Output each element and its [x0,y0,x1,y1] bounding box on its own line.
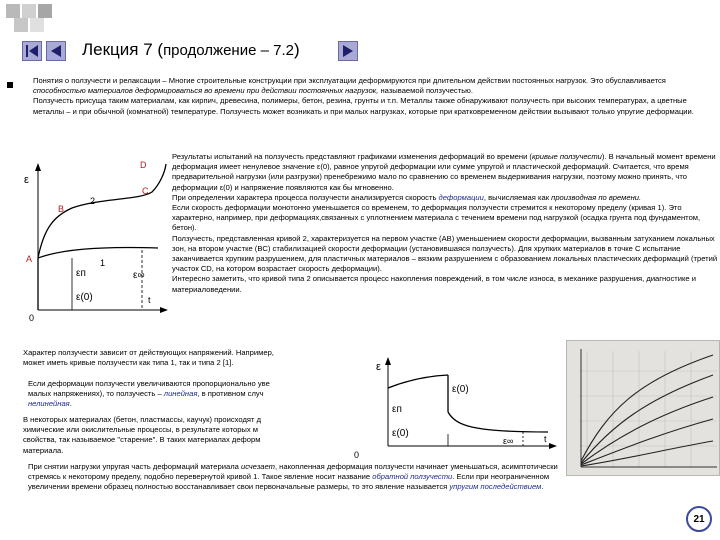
g1-eps-0: ε(0) [76,292,93,303]
right-r2-italic2: производная по времени. [551,192,642,202]
bottom-b1-c: . Если при неограниченном увеличении времени образец полностью восстанавливает свои первоначальные размеры, то это явление называется [28,472,550,492]
g2-recovery-curve [448,412,548,432]
bottom-b1-italic3: упругим последействием [449,482,542,492]
g1-eps-inf: ε∞ [133,270,145,281]
next-slide-button[interactable] [338,41,358,61]
lower-l3d: . [69,399,72,409]
lower-text-2 [28,379,328,410]
title-paren: продолжение – 7.2 [163,42,294,59]
arrow-left-icon [47,42,65,60]
lower-l4d: материала. [23,445,64,455]
lower-l2: может иметь кривые ползучести как типа 1, так и типа 2 [1]. [23,358,234,368]
intro-p1-end: называемой ползучестью. [378,86,473,96]
bottom-b1-italic: исчезает [240,462,275,471]
g2-eps-0: ε(0) [452,384,469,395]
bottom-b1-italic2: обратной ползучести [372,472,453,482]
scanned-creep-curves-image [566,340,720,476]
bottom-b1-d: . [541,482,544,492]
lower-l3c: , в противном случ [197,389,264,399]
intro-p1: Понятия о ползучести и релаксации – Многие строительные конструкции при эксплуатации деформируются при длительном действии постоянных нагрузок. Это обуславливается [33,76,666,85]
g2-y-label: ε [376,361,381,373]
right-r2-b: , вычисляемая как [483,192,552,202]
page-number: 21 [686,506,712,532]
lower-l4c: свойства, так называемое "старение". В таких материалах деформ [23,435,261,445]
intro-text [33,76,717,117]
lower-l3-italic2: нелинейная [28,399,70,409]
intro-p2: Ползучесть присуща таким материалам, как кирпич, древесина, полимеры, бетон, резина, грунты и т.п. Металлы также обнаруживают ползучесть при высоких температурах, а цветные металлы – и при обычной (комнатной) температуре. Ползучесть может возникать и при малых нагрузках, которые при кратковременном действии вызывают только упругие деформации. [33,96,694,116]
right-r3: Если скорость деформации монотонно уменьшается со временем, то деформация ползучести стремится к некоторому пределу (кривая 1). Это характерно, например, при деформациях,связанных с уплотнением материала с течением времени под нагрузкой (осадка грунта под фундаментом, бетон). [172,203,701,233]
g2-eps-n: εп [392,404,402,415]
g1-eps-n: εп [76,268,86,279]
prev-slide-button[interactable] [46,41,66,61]
lower-l3-italic: линейная [163,389,198,399]
lower-text-3 [23,415,353,456]
g2-x-arrow [549,443,557,449]
scanned-curves-drawing [567,341,720,477]
g1-curve-1-label: 1 [100,258,106,268]
g2-eps-0b: ε(0) [392,428,409,439]
right-r2: При определении характера процесса ползучести анализируется скорость [172,192,439,202]
lower-l1: Характер ползучести зависит от действующих напряжений. Например, [23,348,274,357]
g1-curve-2-label: 2 [90,196,96,206]
g1-point-d: D [140,160,147,170]
right-r1: Результаты испытаний на ползучесть представляют графиками изменения деформаций во времени ( [172,152,532,161]
intro-p1-italic: способностью материалов деформироваться во времени при действии постоянных нагрузок, [33,86,379,96]
g1-y-label: ε [24,174,29,186]
title-main: Лекция 7 ( [82,40,164,59]
skip-back-icon [23,42,41,60]
g1-x-arrow [160,307,168,313]
right-r1-b: ). В начальный момент времени деформация имеет ненулевое значение ε(0), равное упругой деформации или сумме упругой и пластической деформаций. Считается, что время предварительной нагрузки (или разгрузки) пренебрежимо мало по сравнению со временем выдерживания нагрузки, поэтому можно принять, что деформации ε(0) и напряжение появляются как бы мгновенно. [172,152,716,192]
g1-y-arrow [35,163,41,171]
bottom-text [28,462,573,493]
title-close: ) [293,40,300,59]
lower-l4b: химические или окислительные процессы, в результате которых м [23,425,259,435]
lower-l3: Если деформации ползучести увеличиваются пропорционально уве [28,379,270,388]
g2-origin: 0 [354,450,360,460]
arrow-right-icon [339,42,357,60]
first-slide-button[interactable] [22,41,42,61]
g1-x-label: t [148,295,151,305]
bottom-b1: При снятии нагрузки упругая часть деформаций материала [28,462,241,471]
creep-recovery-graph [348,352,566,462]
slide-title [82,40,300,60]
bottom-b1-b: , накопленная деформация ползучести начинает уменьшаться, асимптотически стремясь к некоторому пределу, подобно перевернутой кривой 1. Такое явление носит название [28,462,558,482]
g1-point-b: B [58,204,65,214]
right-r1-italic: кривые ползучести [531,152,602,161]
g2-x-label: t [544,434,547,444]
right-r2-italic: деформации [438,192,484,202]
lower-text-1 [23,348,353,368]
g2-y-arrow [385,357,391,365]
creep-curves-graph [20,158,170,326]
g1-origin: 0 [29,313,35,323]
g1-point-c: C [142,186,149,196]
right-r5: Интересно заметить, что кривой типа 2 описывается процесс накопления повреждений, в том числе износа, в механике разрушения, диагностике и материаловедении. [172,274,696,294]
lower-l3b: малых напряжениях), то ползучесть – [28,389,164,399]
right-r4: Ползучесть, представленная кривой 2, характеризуется на первом участке (AB) уменьшением скорости деформации, вызванным затуханием локальных зон, на втором участке (BC) стабилизацией скорости деформации (установившаяся ползучесть). Для хрупких материалов в точке C испытание заканчивается хрупким разрушением, для пластичных материалов – вязким разрушением с образованием локальных пластических деформаций (третий участок CD, на котором возрастает скорость деформации). [172,233,718,274]
right-text [172,152,720,295]
lower-l4: В некоторых материалах (бетон, пластмассы, каучук) происходят д [23,415,262,424]
g2-eps-inf: ε∞ [503,436,514,446]
g2-loading-curve [388,375,448,388]
decorative-squares [0,0,70,36]
g1-point-a: A [26,254,33,264]
bullet-marker [7,82,13,88]
